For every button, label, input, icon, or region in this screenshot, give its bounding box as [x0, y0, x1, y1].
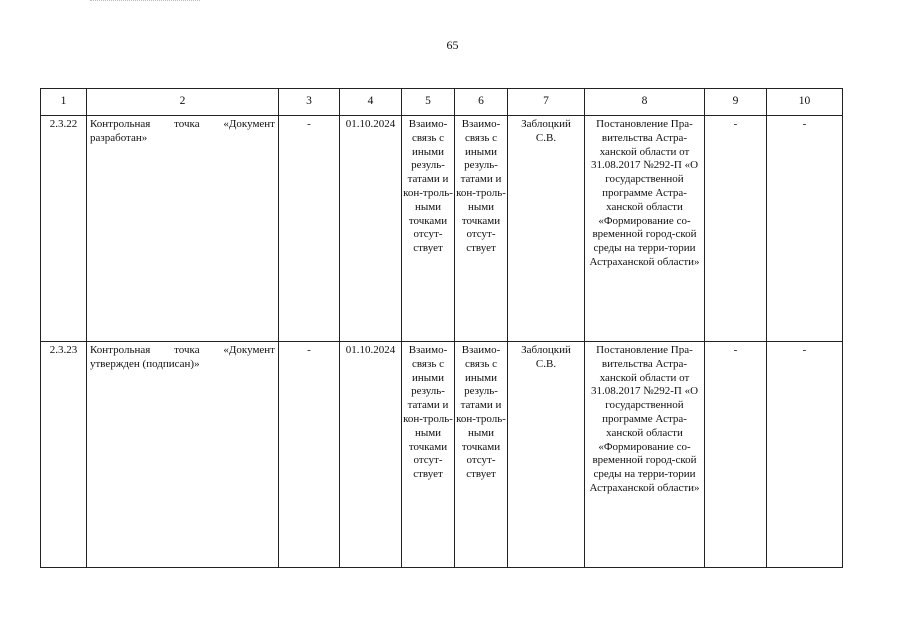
row-col5: Взаимо-связь с иными резуль-татами и кон-троль-ными точками отсут-ствует [402, 116, 455, 342]
row-basis: Постановление Пра-вительства Астра-ханской области от 31.08.2017 №292-П «О государственной программе Астра-ханской области «Формирование со-временной город-ской среды на терри-тории Астраханской области» [585, 116, 705, 342]
table-row [41, 342, 843, 568]
row-col3: - [279, 342, 340, 568]
column-header-2: 2 [87, 89, 279, 116]
column-header-1: 1 [41, 89, 87, 116]
column-header-8: 8 [585, 89, 705, 116]
row-responsible: Заблоцкий С.В. [508, 342, 585, 568]
scan-artifact [90, 0, 200, 4]
page-number: 65 [446, 38, 459, 52]
row-name: Контрольная точка «Документ разработан» [87, 116, 279, 342]
row-col9: - [705, 116, 767, 342]
row-col10: - [767, 116, 843, 342]
row-id: 2.3.22 [41, 116, 87, 342]
row-col10: - [767, 342, 843, 568]
column-header-6: 6 [455, 89, 508, 116]
row-date: 01.10.2024 [340, 116, 402, 342]
row-basis: Постановление Пра-вительства Астра-ханской области от 31.08.2017 №292-П «О государственной программе Астра-ханской области «Формирование со-временной город-ской среды на терри-тории Астраханской области» [585, 342, 705, 568]
row-date: 01.10.2024 [340, 342, 402, 568]
row-col6: Взаимо-связь с иными резуль-татами и кон-троль-ными точками отсут-ствует [455, 342, 508, 568]
row-col5: Взаимо-связь с иными резуль-татами и кон-троль-ными точками отсут-ствует [402, 342, 455, 568]
row-responsible: Заблоцкий С.В. [508, 116, 585, 342]
row-col6: Взаимо-связь с иными резуль-татами и кон-троль-ными точками отсут-ствует [455, 116, 508, 342]
column-header-3: 3 [279, 89, 340, 116]
row-col9: - [705, 342, 767, 568]
header-row [41, 89, 843, 116]
column-header-10: 10 [767, 89, 843, 116]
row-col3: - [279, 116, 340, 342]
row-name: Контрольная точка «Документ утвержден (подписан)» [87, 342, 279, 568]
column-header-7: 7 [508, 89, 585, 116]
row-id: 2.3.23 [41, 342, 87, 568]
control-points-table [40, 88, 843, 568]
column-header-9: 9 [705, 89, 767, 116]
column-header-4: 4 [340, 89, 402, 116]
table-row [41, 116, 843, 342]
column-header-5: 5 [402, 89, 455, 116]
